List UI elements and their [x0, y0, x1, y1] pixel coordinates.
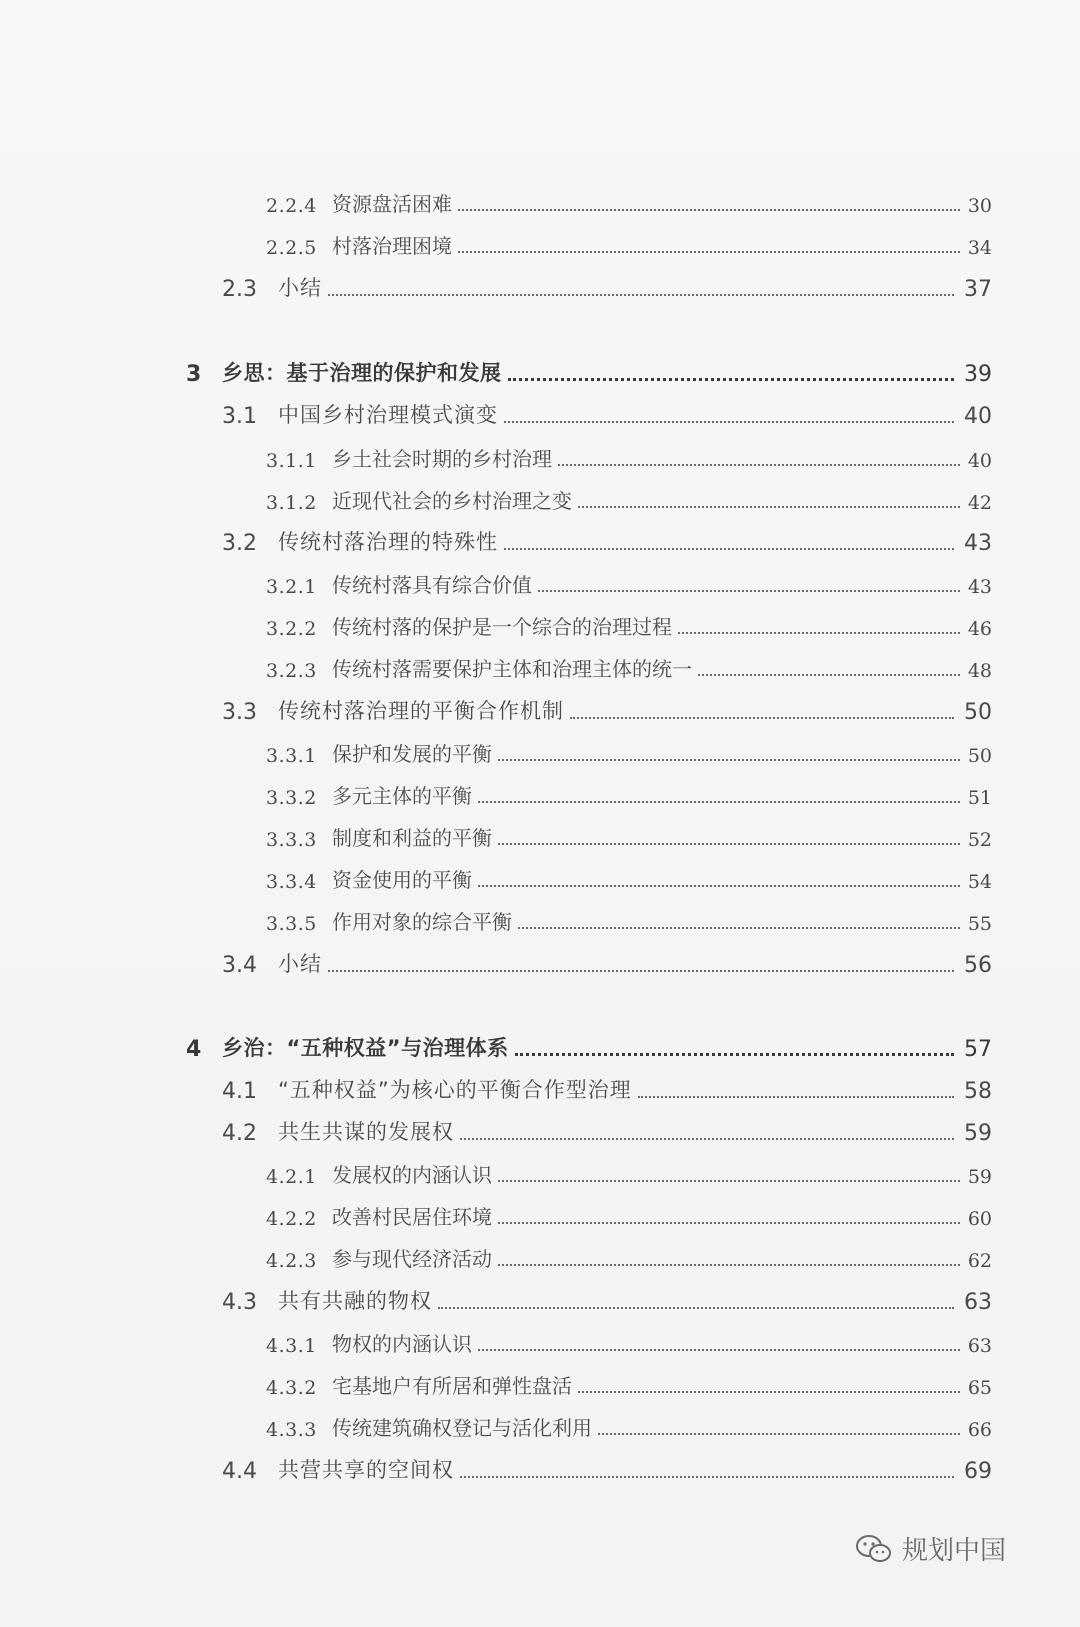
toc-entry-number: 3.3: [222, 700, 257, 725]
toc-entry-title: 小结: [278, 276, 322, 300]
toc-entry-page: 55: [967, 913, 992, 935]
toc-entry-page: 63: [964, 1290, 992, 1315]
toc-entry[interactable]: [0, 1365, 1080, 1399]
toc-entry-page: 52: [967, 829, 992, 851]
toc-entry-page: 56: [964, 953, 992, 978]
toc-leader-dots: [678, 632, 960, 634]
toc-entry-page: 42: [967, 492, 992, 514]
toc-entry-page: 60: [967, 1208, 992, 1230]
toc-entry-page: 50: [964, 700, 992, 725]
toc-leader-dots: [498, 759, 960, 761]
toc-leader-dots: [328, 970, 954, 972]
toc-entry-title: 小结: [278, 952, 322, 976]
toc-entry-number: 4.3: [222, 1290, 257, 1315]
wechat-icon: [854, 1533, 894, 1565]
toc-leader-dots: [638, 1096, 954, 1098]
toc-leader-dots: [578, 1391, 960, 1393]
toc-entry-title: 资金使用的平衡: [332, 868, 472, 892]
toc-entry[interactable]: [0, 1028, 1080, 1062]
toc-leader-dots: [508, 378, 955, 381]
toc-entry-page: 63: [967, 1335, 992, 1357]
toc-entry-title: 共营共享的空间权: [278, 1458, 454, 1482]
toc-leader-dots: [698, 674, 960, 676]
toc-leader-dots: [504, 548, 954, 550]
toc-entry-title: 乡思：基于治理的保护和发展: [222, 361, 502, 385]
toc-entry-title: 物权的内涵认识: [332, 1332, 472, 1356]
watermark: [854, 1530, 1006, 1567]
toc-entry-page: 58: [964, 1079, 992, 1104]
toc-entry-number: 2.2.4: [266, 195, 317, 217]
toc-entry-page: 59: [964, 1121, 992, 1146]
toc-entry-number: 3.2.3: [266, 660, 317, 682]
toc-leader-dots: [438, 1307, 954, 1309]
toc-entry-title: 发展权的内涵认识: [332, 1163, 492, 1187]
toc-entry-number: 3.3.1: [266, 745, 317, 767]
toc-entry[interactable]: [0, 225, 1080, 259]
toc-entry[interactable]: [0, 1070, 1080, 1104]
toc-entry-page: 65: [967, 1377, 992, 1399]
toc-leader-dots: [328, 294, 954, 296]
toc-entry-page: 57: [964, 1037, 992, 1062]
toc-entry-title: 共生共谋的发展权: [278, 1120, 454, 1144]
toc-entry-title: 传统村落需要保护主体和治理主体的统一: [332, 657, 692, 681]
toc-entry-number: 4.4: [222, 1459, 257, 1484]
toc-entry-number: 4.3.3: [266, 1419, 317, 1441]
toc-entry[interactable]: [0, 1281, 1080, 1315]
toc-entry-page: 43: [967, 576, 992, 598]
toc-entry[interactable]: [0, 944, 1080, 978]
toc-leader-dots: [570, 717, 954, 719]
toc-entry-number: 3.2: [222, 531, 257, 556]
toc-entry-page: 40: [964, 404, 992, 429]
toc-entry[interactable]: [0, 438, 1080, 472]
toc-entry-number: 2.3: [222, 277, 257, 302]
toc-entry-number: 4.2.1: [266, 1166, 317, 1188]
toc-entry-page: 59: [967, 1166, 992, 1188]
toc-entry[interactable]: [0, 395, 1080, 429]
toc-entry[interactable]: [0, 648, 1080, 682]
toc-entry-title: 中国乡村治理模式演变: [278, 403, 498, 427]
toc-entry-page: 62: [967, 1250, 992, 1272]
toc-leader-dots: [478, 1349, 960, 1351]
toc-entry-number: 3.3.4: [266, 871, 317, 893]
toc-leader-dots: [498, 1264, 960, 1266]
toc-entry-page: 39: [964, 362, 992, 387]
toc-entry-page: 46: [967, 618, 992, 640]
toc-leader-dots: [498, 843, 960, 845]
toc-entry-title: 宅基地户有所居和弹性盘活: [332, 1374, 572, 1398]
toc-entry-number: 3.3.5: [266, 913, 317, 935]
toc-entry-page: 30: [967, 195, 992, 217]
toc-entry-number: 3: [186, 362, 202, 387]
toc-entry-title: 改善村民居住环境: [332, 1205, 492, 1229]
toc-leader-dots: [515, 1053, 954, 1056]
toc-entry-page: 51: [967, 787, 992, 809]
toc-entry-title: 作用对象的综合平衡: [332, 910, 512, 934]
toc-entry-page: 66: [967, 1419, 992, 1441]
toc-entry-page: 37: [964, 277, 992, 302]
toc-entry-page: 40: [967, 450, 992, 472]
toc-entry-title: 传统村落具有综合价值: [332, 573, 532, 597]
toc-entry-title: 村落治理困境: [332, 234, 452, 258]
toc-entry[interactable]: [0, 817, 1080, 851]
toc-entry[interactable]: [0, 1238, 1080, 1272]
toc-entry-number: 3.3.2: [266, 787, 317, 809]
toc-leader-dots: [598, 1433, 960, 1435]
toc-entry-title: 传统村落治理的平衡合作机制: [278, 699, 564, 723]
toc-entry-title: 多元主体的平衡: [332, 784, 472, 808]
toc-leader-dots: [498, 1222, 960, 1224]
toc-entry-title: “五种权益”为核心的平衡合作型治理: [278, 1078, 632, 1102]
toc-leader-dots: [460, 1476, 954, 1478]
toc-entry-title: 制度和利益的平衡: [332, 826, 492, 850]
toc-entry-number: 3.1.1: [266, 450, 317, 472]
toc-entry-title: 传统建筑确权登记与活化利用: [332, 1416, 592, 1440]
toc-entry-title: 乡土社会时期的乡村治理: [332, 447, 552, 471]
toc-leader-dots: [478, 885, 960, 887]
toc-entry[interactable]: [0, 1450, 1080, 1484]
toc-entry[interactable]: [0, 859, 1080, 893]
toc-entry[interactable]: [0, 353, 1080, 387]
toc-entry-number: 4.3.2: [266, 1377, 317, 1399]
toc-entry-number: 4.1: [222, 1079, 257, 1104]
toc-entry-number: 3.2.2: [266, 618, 317, 640]
toc-leader-dots: [518, 927, 960, 929]
toc-leader-dots: [504, 421, 954, 423]
toc-entry[interactable]: [0, 522, 1080, 556]
toc-entry[interactable]: [0, 901, 1080, 935]
toc-entry-page: 69: [964, 1459, 992, 1484]
toc-entry-title: 参与现代经济活动: [332, 1247, 492, 1271]
toc-entry-number: 3.2.1: [266, 576, 317, 598]
toc-entry-number: 4.2.3: [266, 1250, 317, 1272]
toc-entry-page: 50: [967, 745, 992, 767]
toc-leader-dots: [458, 209, 960, 211]
toc-entry[interactable]: [0, 480, 1080, 514]
toc-entry[interactable]: [0, 183, 1080, 217]
toc-entry-number: 3.4: [222, 953, 257, 978]
toc-entry[interactable]: [0, 1407, 1080, 1441]
toc-entry-number: 4.2: [222, 1121, 257, 1146]
toc-entry-title: 乡治：“五种权益”与治理体系: [222, 1036, 509, 1060]
toc-entry-number: 4.3.1: [266, 1335, 317, 1357]
toc-leader-dots: [558, 464, 960, 466]
toc-entry-title: 保护和发展的平衡: [332, 742, 492, 766]
toc-leader-dots: [460, 1138, 954, 1140]
toc-entry-title: 近现代社会的乡村治理之变: [332, 489, 572, 513]
toc-leader-dots: [538, 590, 960, 592]
toc-entry[interactable]: [0, 733, 1080, 767]
toc-entry-number: 4: [186, 1037, 202, 1062]
toc-entry-number: 2.2.5: [266, 237, 317, 259]
toc-entry[interactable]: [0, 606, 1080, 640]
toc-entry-number: 3.3.3: [266, 829, 317, 851]
toc-entry-number: 4.2.2: [266, 1208, 317, 1230]
watermark-text: 规划中国: [901, 1536, 1006, 1566]
toc-entry-page: 43: [964, 531, 992, 556]
toc-entry-title: 传统村落的保护是一个综合的治理过程: [332, 615, 672, 639]
toc-entry[interactable]: [0, 564, 1080, 598]
toc-entry-title: 传统村落治理的特殊性: [278, 530, 498, 554]
toc-entry[interactable]: [0, 775, 1080, 809]
toc-entry[interactable]: [0, 268, 1080, 302]
toc-leader-dots: [478, 801, 960, 803]
toc-entry[interactable]: [0, 1154, 1080, 1188]
toc-leader-dots: [498, 1180, 960, 1182]
toc-entry-page: 48: [967, 660, 992, 682]
toc-entry[interactable]: [0, 1323, 1080, 1357]
toc-entry[interactable]: [0, 691, 1080, 725]
toc-leader-dots: [578, 506, 960, 508]
toc-entry-page: 54: [967, 871, 992, 893]
toc-entry-page: 34: [967, 237, 992, 259]
toc-entry[interactable]: [0, 1112, 1080, 1146]
toc-entry[interactable]: [0, 1196, 1080, 1230]
toc-entry-title: 资源盘活困难: [332, 192, 452, 216]
toc-entry-number: 3.1.2: [266, 492, 317, 514]
toc-entry-number: 3.1: [222, 404, 257, 429]
toc-leader-dots: [458, 251, 960, 253]
toc-entry-title: 共有共融的物权: [278, 1289, 432, 1313]
